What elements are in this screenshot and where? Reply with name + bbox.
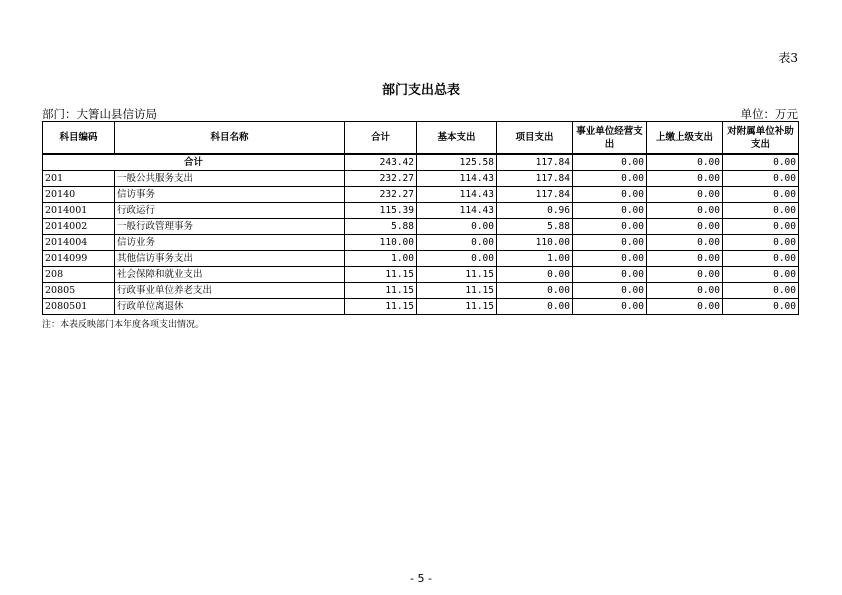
row-total: 11.15 bbox=[345, 283, 417, 299]
row-business: 0.00 bbox=[573, 251, 647, 267]
row-business: 0.00 bbox=[573, 203, 647, 219]
row-name: 行政运行 bbox=[115, 203, 345, 219]
row-total: 11.15 bbox=[345, 299, 417, 315]
row-code: 20805 bbox=[43, 283, 115, 299]
row-name: 行政单位离退休 bbox=[115, 299, 345, 315]
row-code: 2014004 bbox=[43, 235, 115, 251]
header-subsidy: 对附属单位补助支出 bbox=[723, 122, 799, 155]
row-code: 2014001 bbox=[43, 203, 115, 219]
row-business: 0.00 bbox=[573, 171, 647, 187]
row-name: 一般公共服务支出 bbox=[115, 171, 345, 187]
row-code: 20140 bbox=[43, 187, 115, 203]
row-subsidy: 0.00 bbox=[723, 203, 799, 219]
row-subsidy: 0.00 bbox=[723, 251, 799, 267]
row-code: 2014002 bbox=[43, 219, 115, 235]
row-upper: 0.00 bbox=[647, 267, 723, 283]
table-number: 表3 bbox=[778, 51, 798, 65]
total-basic: 125.58 bbox=[417, 154, 497, 171]
row-business: 0.00 bbox=[573, 235, 647, 251]
row-upper: 0.00 bbox=[647, 187, 723, 203]
row-total: 1.00 bbox=[345, 251, 417, 267]
row-basic: 114.43 bbox=[417, 171, 497, 187]
row-upper: 0.00 bbox=[647, 283, 723, 299]
row-basic: 114.43 bbox=[417, 187, 497, 203]
row-business: 0.00 bbox=[573, 299, 647, 315]
table-row bbox=[43, 283, 799, 299]
total-label: 合计 bbox=[43, 154, 345, 171]
row-name: 其他信访事务支出 bbox=[115, 251, 345, 267]
table-row bbox=[43, 235, 799, 251]
row-basic: 0.00 bbox=[417, 251, 497, 267]
row-upper: 0.00 bbox=[647, 299, 723, 315]
row-project: 0.00 bbox=[497, 283, 573, 299]
row-name: 信访业务 bbox=[115, 235, 345, 251]
row-project: 5.88 bbox=[497, 219, 573, 235]
table-row bbox=[43, 219, 799, 235]
row-total: 232.27 bbox=[345, 187, 417, 203]
row-subsidy: 0.00 bbox=[723, 267, 799, 283]
row-total: 115.39 bbox=[345, 203, 417, 219]
row-upper: 0.00 bbox=[647, 171, 723, 187]
row-basic: 11.15 bbox=[417, 267, 497, 283]
row-upper: 0.00 bbox=[647, 203, 723, 219]
row-upper: 0.00 bbox=[647, 251, 723, 267]
header-total: 合计 bbox=[345, 122, 417, 155]
row-upper: 0.00 bbox=[647, 235, 723, 251]
header-basic: 基本支出 bbox=[417, 122, 497, 155]
row-project: 0.96 bbox=[497, 203, 573, 219]
header-code: 科目编码 bbox=[43, 122, 115, 155]
page-title: 部门支出总表 bbox=[381, 83, 460, 98]
total-row bbox=[43, 154, 799, 171]
row-project: 117.84 bbox=[497, 187, 573, 203]
row-project: 1.00 bbox=[497, 251, 573, 267]
table-row bbox=[43, 267, 799, 283]
row-code: 2080501 bbox=[43, 299, 115, 315]
row-project: 0.00 bbox=[497, 299, 573, 315]
header-name: 科目名称 bbox=[115, 122, 345, 155]
row-total: 232.27 bbox=[345, 171, 417, 187]
row-name: 社会保障和就业支出 bbox=[115, 267, 345, 283]
row-total: 5.88 bbox=[345, 219, 417, 235]
row-project: 0.00 bbox=[497, 267, 573, 283]
department-label: 部门：大箐山县信访局 bbox=[42, 107, 157, 121]
row-subsidy: 0.00 bbox=[723, 219, 799, 235]
row-subsidy: 0.00 bbox=[723, 171, 799, 187]
header-row bbox=[43, 122, 799, 155]
row-code: 208 bbox=[43, 267, 115, 283]
row-subsidy: 0.00 bbox=[723, 299, 799, 315]
row-subsidy: 0.00 bbox=[723, 235, 799, 251]
row-upper: 0.00 bbox=[647, 219, 723, 235]
unit-label: 单位：万元 bbox=[740, 107, 798, 121]
row-total: 110.00 bbox=[345, 235, 417, 251]
header-upper: 上缴上级支出 bbox=[647, 122, 723, 155]
table-row bbox=[43, 299, 799, 315]
row-project: 110.00 bbox=[497, 235, 573, 251]
row-business: 0.00 bbox=[573, 283, 647, 299]
total-upper: 0.00 bbox=[647, 154, 723, 171]
expenditure-table bbox=[42, 121, 799, 315]
table-row bbox=[43, 203, 799, 219]
row-name: 行政事业单位养老支出 bbox=[115, 283, 345, 299]
row-subsidy: 0.00 bbox=[723, 283, 799, 299]
table-note: 注：本表反映部门本年度各项支出情况。 bbox=[42, 320, 205, 330]
total-subsidy: 0.00 bbox=[723, 154, 799, 171]
table-row bbox=[43, 251, 799, 267]
row-basic: 11.15 bbox=[417, 283, 497, 299]
row-name: 一般行政管理事务 bbox=[115, 219, 345, 235]
row-subsidy: 0.00 bbox=[723, 187, 799, 203]
header-business: 事业单位经营支出 bbox=[573, 122, 647, 155]
row-code: 201 bbox=[43, 171, 115, 187]
total-business: 0.00 bbox=[573, 154, 647, 171]
table-row bbox=[43, 171, 799, 187]
page-number: - 5 - bbox=[410, 572, 432, 585]
header-project: 项目支出 bbox=[497, 122, 573, 155]
total-total: 243.42 bbox=[345, 154, 417, 171]
table-row bbox=[43, 187, 799, 203]
row-business: 0.00 bbox=[573, 267, 647, 283]
row-business: 0.00 bbox=[573, 219, 647, 235]
row-basic: 0.00 bbox=[417, 219, 497, 235]
row-project: 117.84 bbox=[497, 171, 573, 187]
row-basic: 114.43 bbox=[417, 203, 497, 219]
total-project: 117.84 bbox=[497, 154, 573, 171]
row-business: 0.00 bbox=[573, 187, 647, 203]
row-total: 11.15 bbox=[345, 267, 417, 283]
row-basic: 11.15 bbox=[417, 299, 497, 315]
row-basic: 0.00 bbox=[417, 235, 497, 251]
row-name: 信访事务 bbox=[115, 187, 345, 203]
row-code: 2014099 bbox=[43, 251, 115, 267]
